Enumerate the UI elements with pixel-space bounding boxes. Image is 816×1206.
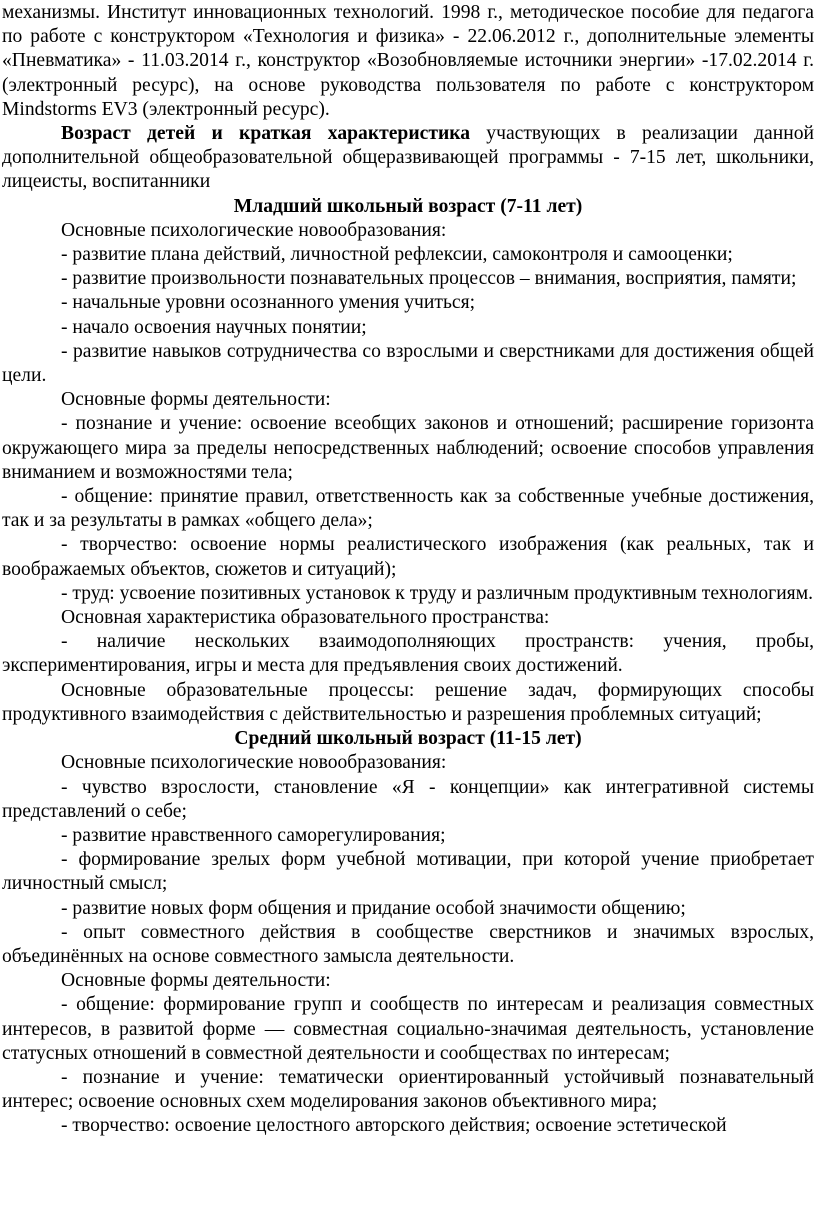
middle-paragraph: - чувство взрослости, становление «Я - концепции» как интегративной системы представлений о себе; [2,776,814,822]
junior-paragraph: - познание и учение: освоение всеобщих законов и отношений; расширение горизонта окружающего мира за пределы непосредственных наблюдений; освоение способов управления вниманием и возможностями тела; [2,413,814,483]
middle-heading: Средний школьный возраст (11-15 лет) [234,728,582,750]
junior-paragraph: - развитие произвольности познавательных процессов – внимания, восприятия, памяти; [61,268,797,290]
junior-paragraph: Основные образовательные процессы: решение задач, формирующих способы продуктивного взаимодействия с действительностью и разрешения проблемных ситуаций; [2,679,814,725]
middle-paragraph: - творчество: освоение целостного авторского действия; освоение эстетической [61,1115,727,1137]
middle-paragraph: Основные формы деятельности: [61,970,331,992]
references-paragraph: механизмы. Институт инновационных технологий. 1998 г., методическое пособие для педагога по работе с конструктором «Технология и физика» - 22.06.2012 г., дополнительные элементы «Пневматика» - 11.03.2014 г., конструктор «Возобновляемые источники энергии» -17.02.2014 г. (электронный ресурс), на основе руководства пользователя по работе с конструктором Mindstorms EV3 (электронный ресурс). [2,2,814,120]
middle-paragraph: - познание и учение: тематически ориентированный устойчивый познавательный интерес; освоение основных схем моделирования законов объективного мира; [2,1066,814,1113]
age-text: участвующих в реализации данной дополнительной общеобразовательной общеразвивающей программы - 7-15 лет, школьники, лицеисты, воспитанники [2,123,814,193]
junior-paragraph: - развитие плана действий, личностной рефлексии, самоконтроля и самооценки; [61,244,733,266]
junior-paragraph: - начало освоения научных понятии; [61,316,367,338]
middle-paragraph: Основные психологические новообразования: [61,752,447,774]
junior-paragraph: - творчество: освоение нормы реалистического изображения (как реальных, так и воображаемых объектов, сюжетов и ситуаций); [2,534,814,580]
junior-paragraph: - развитие навыков сотрудничества со взрослыми и сверстниками для достижения общей цели. [2,340,814,387]
junior-paragraph: - труд: усвоение позитивных установок к труду и различным продуктивным технологиям. [61,582,813,604]
age-paragraph [2,122,814,195]
middle-paragraph: - формирование зрелых форм учебной мотивации, при которой учение приобретает личностный смысл; [2,849,814,895]
junior-paragraph: Основные психологические новообразования: [61,219,447,241]
middle-paragraph: - развитие новых форм общения и придание особой значимости общению; [61,897,686,919]
age-label: Возраст детей и краткая характеристика [61,123,471,145]
middle-paragraph: - опыт совместного действия в сообществе сверстников и значимых взрослых, объединённых на основе совместного замысла деятельности. [2,921,814,967]
junior-paragraph: Основная характеристика образовательного пространства: [61,607,550,629]
middle-paragraph: - развитие нравственного саморегулирования; [61,824,446,846]
junior-paragraph: - общение: принятие правил, ответственность как за собственные учебные достижения, так и за результаты в рамках «общего дела»; [2,486,814,532]
junior-paragraph: Основные формы деятельности: [61,389,331,411]
middle-paragraph: - общение: формирование групп и сообществ по интересам и реализация совместных интересов, в развитой форме — совместная социально-значимая деятельность, установление статусных отношений в совместной деятельности и сообществах по интересам; [2,994,814,1064]
junior-heading: Младший школьный возраст (7-11 лет) [233,195,583,217]
junior-paragraph: - наличие нескольких взаимодополняющих пространств: учения, пробы, экспериментирования, игры и места для предъявления своих достижений. [2,631,814,677]
junior-paragraph: - начальные уровни осознанного умения учиться; [61,292,476,314]
